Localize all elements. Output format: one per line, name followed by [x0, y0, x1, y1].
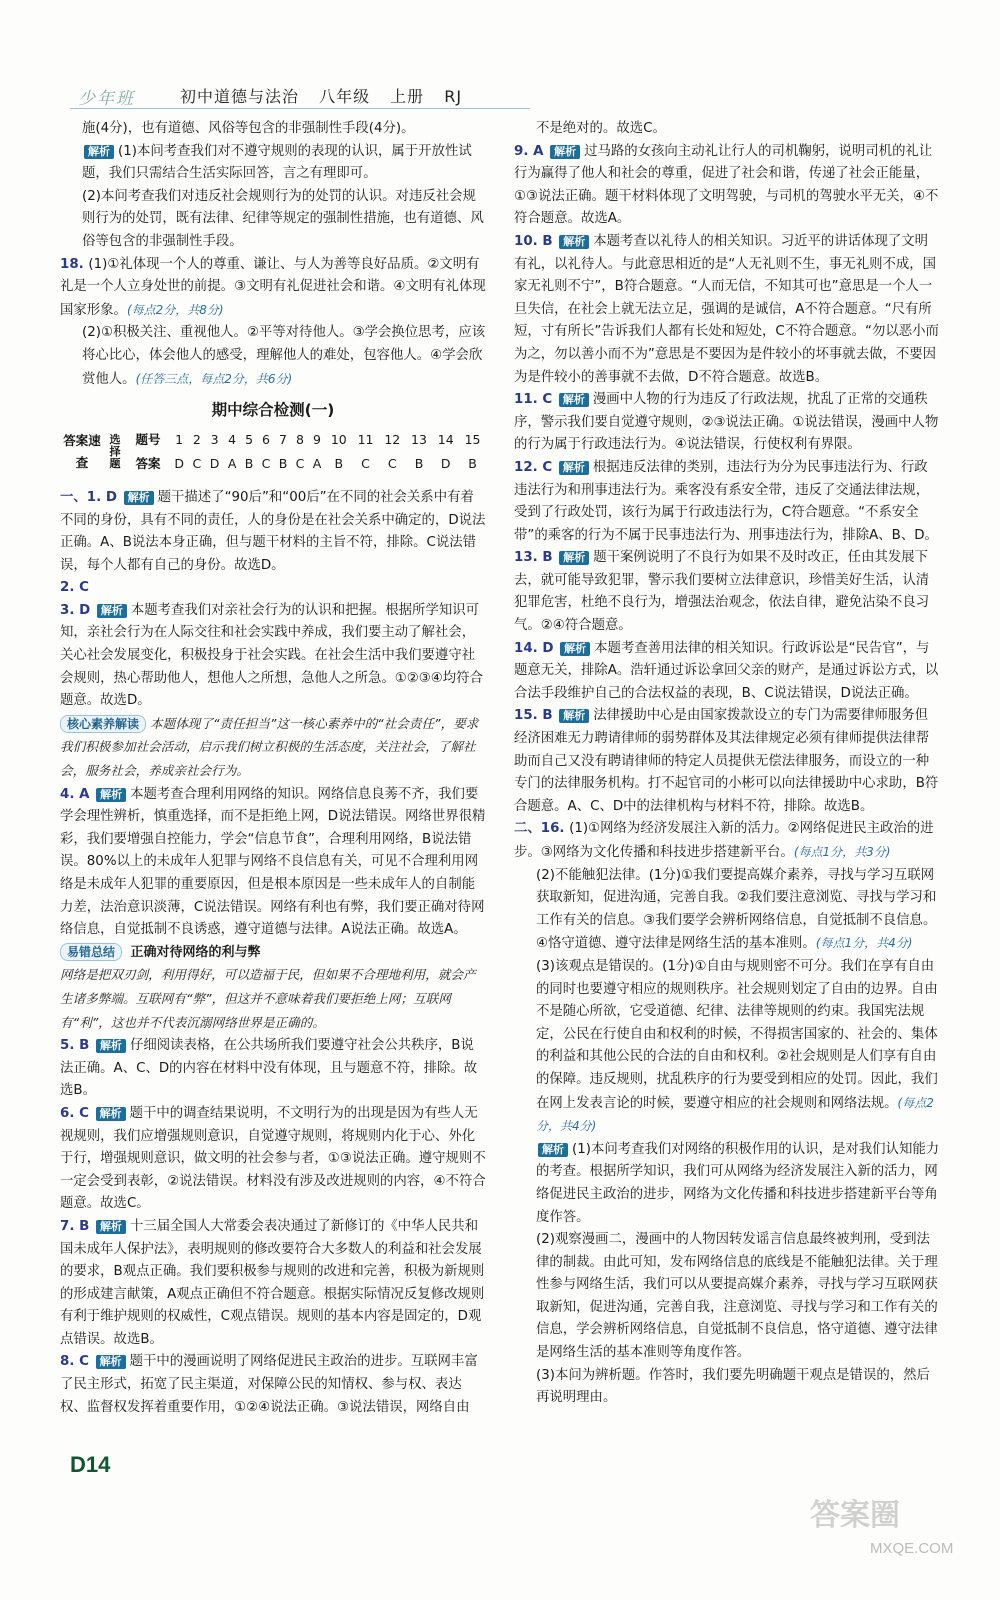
answer-table-number: 1: [175, 431, 184, 447]
paragraph: [514, 865, 940, 956]
answer-table-answer: C: [387, 456, 397, 472]
analysis-tag: 解析: [559, 235, 589, 249]
paragraph-text: (3)本问为辨析题。作答时，我们要先明确题干观点是错误的，然后再说明理由。: [536, 1367, 930, 1406]
paragraph: [60, 118, 486, 141]
answer-table-number: 8: [296, 431, 304, 447]
paragraph: [514, 118, 940, 141]
paragraph-text: 仔细阅读表格，在公共场所我们要遵守社会公共秩序，B说法正确。A、C、D的内容在材料中没有体现，且与题意不符，排除。故选B。: [60, 1038, 478, 1099]
analysis-tag: 解析: [559, 709, 589, 723]
tip-box-label: 易错总结: [60, 943, 122, 961]
answer-table-number: 11: [357, 431, 374, 447]
paragraph-text: 题干中的调查结果说明，不文明行为的出现是因为有些人无视规则，我们应增强规则意识，自觉遵守规则，将规则内化于心、外化于行，增强规则意识，做文明的社会参与者，①③说法正确。遵守规则不一定会受到表彰，②说法错误。材料没有涉及改进规则的内容，④不符合题意。故选C。: [60, 1105, 486, 1212]
row2-label: 答案: [135, 456, 161, 472]
score-note: (每点1分，共4分): [815, 936, 913, 951]
paragraph: [60, 322, 486, 391]
question-number: 11. C: [514, 392, 557, 408]
analysis-tag: 解析: [96, 788, 126, 802]
watermark-logo: 答案圈: [810, 1499, 900, 1532]
exam-title: 期中综合检测(一): [211, 401, 335, 420]
paragraph-text: 本题考查以礼待人的相关知识。习近平的讲话体现了文明有礼，以礼待人。与此意思相近的是“人无礼则不生，事无礼则不成，国家无礼则不宁”，B符合题意。“人而无信，不知其可也”意思是一个人一旦失信，在社会上就无法立足，强调的是诚信，A不符合题意。“尺有所短，寸有所长”告诉我们人都有长处和短处，C不符合题意。“勿以恶小而为之，勿以善小而不为”意思是不要因为是件较小的坏事就去做，不要因为是件较小的善事就不去做，D不符合题意。故选B。: [514, 233, 939, 385]
answer-table-number: 12: [384, 431, 401, 447]
answer-table-number: 7: [279, 431, 287, 447]
paragraph: [60, 577, 486, 600]
analysis-tag: 解析: [96, 1107, 126, 1121]
question-number: 5. B: [60, 1038, 94, 1054]
left-bottom-block: [60, 487, 486, 1419]
paragraph: [514, 1139, 940, 1229]
paragraph: [514, 1229, 940, 1365]
answer-table-answer: C: [261, 456, 271, 472]
paragraph-text: 根据违反法律的类别，违法行为分为民事违法行为、行政违法行为和刑事违法行为。乘客没有系安全带，违反了交通法律法规，受到了行政处罚，该行为属于行政违法行为，C符合题意。“不系安全带”的乘客的行为不属于民事违法行为、刑事违法行为，排除A、B、D。: [514, 459, 938, 543]
question-number: 7. B: [60, 1218, 94, 1234]
analysis-tag: 解析: [559, 551, 589, 565]
answer-table-number: 9: [313, 431, 321, 447]
answer-table-answer: B: [244, 456, 254, 472]
analysis-tag: 解析: [96, 1355, 126, 1369]
answer-table-answer: A: [312, 456, 322, 472]
answer-table-answer: D: [174, 456, 184, 472]
paragraph: [60, 600, 486, 713]
paragraph: [60, 1216, 486, 1352]
analysis-tag: 解析: [560, 642, 590, 656]
paragraph-text: 本题考查我们对亲社会行为的认识和把握。根据所学知识可知，亲社会行为在人际交往和社会实践中养成，我们要主动了解社会，关心社会发展变化，积极投身于社会实践。在社会生活中我们要遵守社会规则，热心帮助他人，想他人之所想，急他人之所急。①②③④均符合题意。故选D。: [60, 602, 483, 709]
paragraph-text: 题干中的漫画说明了网络促进民主政治的进步。互联网丰富了民主形式，拓宽了民主渠道，对保障公民的知情权、参与权、表达权、监督权发挥着重要作用，①②④说法正确。③说法错误，网络自由: [60, 1354, 478, 1415]
paragraph-text: 本题考查善用法律的相关知识。行政诉讼是“民告官”，与题意无关，排除A。浩轩通过诉讼拿回父亲的财产，是通过诉讼方式，以合法手段维护自己的合法权益的表现，B、C说法错误，D说法正确。: [514, 640, 939, 701]
paragraph: [514, 638, 940, 706]
paragraph-text: (2)不能触犯法律。(1分)①我们要提高媒介素养，寻找与学习互联网获取新知，促进沟通，完善自我。②我们要注意浏览、寻找与学习和工作有关的信息。③我们要学会辨析网络信息，自觉抵制不良信息。④恪守道德、遵守法律是网络生活的基本准则。: [536, 867, 937, 952]
header-rule: [70, 108, 530, 109]
paragraph-text: (1)本问考查我们对网络的积极作用的认识，是对我们认知能力的考查。根据所学知识，我们可从网络为经济发展注入新的活力，网络促进民主政治的进步，网络为文化传播和科技进步搭建新平台等角度作答。: [536, 1141, 940, 1225]
answer-table-answer: B: [468, 456, 477, 472]
score-note: (每点1分，共3分): [793, 845, 891, 859]
paragraph: [514, 1365, 940, 1410]
tip-title: 正确对待网络的利与弊: [126, 944, 261, 960]
paragraph-text: (1)①网络为经济发展注入新的活力。②网络促进民主政治的进步。③网络为文化传播和科技进步搭建新平台。: [514, 821, 934, 860]
question-number: 二、16.: [514, 821, 570, 837]
analysis-tag: 解析: [124, 491, 154, 505]
question-number: 9. A: [514, 143, 549, 159]
paragraph: [514, 389, 940, 457]
answer-table-answer: C: [361, 456, 370, 472]
answer-table-number: 5: [245, 431, 254, 447]
question-number: 6. C: [60, 1105, 94, 1121]
paragraph: [60, 186, 486, 254]
answer-table-number: 15: [464, 431, 481, 447]
page-number-text: D14: [70, 1452, 111, 1477]
paragraph-text: (1)本问考查我们对不遵守规则的表现的认识，属于开放性试题，我们只需结合生活实际回答，言之有理即可。: [82, 143, 472, 182]
answer-table-number: 2: [192, 431, 201, 447]
answer-table-answer: B: [278, 456, 288, 472]
answer-table-answer: C: [295, 456, 305, 472]
watermark-url: MXQE.COM: [870, 1540, 954, 1557]
paragraph: [60, 1035, 486, 1103]
paragraph-text: 题干案例说明了不良行为如果不及时改正，任由其发展下去，就可能导致犯罪，警示我们要树立法律意识，珍惜美好生活，认清犯罪危害，杜绝不良行为，增强法治观念，依法自律，避免沾染不良习气。②④符合题意。: [514, 550, 930, 634]
analysis-tag: 解析: [96, 1039, 126, 1053]
paragraph-text: (2)观察漫画二，漫画中的人物因转发谣言信息最终被判刑，受到法律的制裁。由此可知，发布网络信息的底线是不能触犯法律。关于理性参与网络生活，我们可以从要提高媒介素养，寻找与学习互联网获取新知，促进沟通，完善自我，注意浏览、寻找与学习和工作有关的信息，学会辨析网络信息，自觉抵制不良信息，恪守道德、遵守法律是网络生活的基本准则等角度作答。: [536, 1232, 938, 1361]
paragraph: [514, 547, 940, 637]
paragraph-text: 不是绝对的。故选C。: [536, 121, 666, 136]
left-top-block: [60, 118, 486, 391]
paragraph: [514, 705, 940, 818]
paragraph: [60, 784, 486, 942]
paragraph: [60, 1103, 486, 1216]
page-number: [70, 1452, 110, 1478]
answer-table-number: 4: [228, 431, 237, 447]
paragraph-text: 本题考查合理利用网络的知识。网络信息良莠不齐，我们要学会理性辨析，慎重选择，而不是拒绝上网，D说法错误。网络世界很精彩，我们要增强自控能力，学会“信息节食”，合理利用网络，B说法错误。80%以上的未成年人犯罪与网络不良信息有关，可见不合理利用网络是未成年人犯罪的重要原因，但是根本原因是一些未成年人的自制能力差，法治意识淡薄，C说法错误。网络有利也有弊，我们要正确对待网络信息，自觉抵制不良诱惑，遵守道德与法律。A说法正确。故选A。: [60, 786, 486, 938]
left-column: [60, 118, 486, 1419]
paragraph-text: (2)①积极关注、重视他人。②平等对待他人。③学会换位思考，应该将心比心，体会他人的感受，理解他人的难处，包容他人。④学会欣赏他人。: [82, 325, 486, 387]
analysis-tag: 解析: [559, 461, 589, 475]
question-number: 8. C: [60, 1354, 94, 1370]
paragraph: [514, 141, 940, 231]
right-column: [514, 118, 940, 1410]
score-note: (每点2分，共4分): [536, 1095, 934, 1134]
paragraph: [60, 1351, 486, 1419]
question-number: 3. D: [60, 602, 95, 618]
answer-table-number: 3: [210, 431, 219, 447]
paragraph-text: (2)本问考查我们对违反社会规则行为的处罚的认识。对违反社会规则行为的处罚，既有法律、纪律等规定的强制性措施，也有道德、风俗等包含的非强制性手段。: [82, 188, 484, 249]
answer-table-answer: A: [227, 456, 237, 472]
paragraph: [60, 254, 486, 323]
score-note: (任答三点，每点2分，共6分): [135, 371, 293, 386]
page-header: [70, 82, 970, 112]
question-number: 18.: [60, 256, 89, 272]
paragraph: [60, 141, 486, 186]
question-number: 2. C: [60, 580, 89, 596]
paragraph-text: 漫画中人物的行为违反了行政法规，扰乱了正常的交通秩序，警示我们要自觉遵守规则，②③说法正确。①说法错误，漫画中人物的行为属于行政违法行为。④说法错误，行使权利有界限。: [514, 392, 939, 453]
analysis-tag: 解析: [97, 604, 127, 618]
tip-text: 网络是把双刃剑，利用得好，可以造福于民，但如果不合理地利用，就会产生诸多弊端。互联网有“弊”，但这并不意味着我们要拒绝上网；互联网有“利”，这也并不代表沉溺网络世界是正确的。: [60, 967, 476, 1030]
paragraph-text: 题干描述了“90后”和“00后”在不同的社会关系中有着不同的身份，具有不同的责任，人的身份是在社会关系中确定的，D说法正确。A、B说法本身正确，但与题干材料的主旨不符，排除。C说法错误，每个人都有自己的身份。故选D。: [60, 489, 486, 573]
row1-label: 题号: [135, 431, 161, 447]
paragraph: [514, 818, 940, 864]
paragraph-text: (1)①礼体现一个人的尊重、谦让、与人为善等良好品质。②文明有礼是一个人立身处世的前提。③文明有礼促进社会和谐。④文明有礼体现国家形象。: [60, 256, 486, 318]
paragraph-text: 十三届全国人大常委会表决通过了新修订的《中华人民共和国未成年人保护法》，表明规则的修改要符合大多数人的利益和社会发展的要求，B观点正确。我们要积极参与规则的改进和完善，积极为新规则的形成建言献策，A观点正确但不符合题意。根据实际情况反复修改规则有利于维护规则的权威性，C观点错误。规则的基本内容是固定的，D观点错误。故选B。: [60, 1218, 485, 1347]
paragraph: [514, 231, 940, 389]
analysis-tag: 解析: [559, 393, 589, 407]
paragraph: [60, 942, 486, 1035]
answer-table-sublabel: 选择题: [109, 433, 121, 471]
question-number: 15. B: [514, 708, 558, 724]
score-note: (每点2分，共8分): [126, 302, 224, 317]
answer-table-answer: C: [192, 456, 202, 472]
paragraph-text: 施(4分)，也有道德、风俗等包含的非强制性手段(4分)。: [82, 121, 415, 136]
answer-table-answer: B: [334, 456, 344, 472]
paragraph: [514, 457, 940, 547]
answer-table-answer: D: [209, 456, 220, 472]
paragraph: [60, 487, 486, 577]
paragraph: [514, 956, 940, 1139]
paragraph-text: 过马路的女孩向主动礼让行人的司机鞠躬，说明司机的礼让行为赢得了他人和社会的尊重，促进了社会和谐，传递了社会正能量，①③说法正确。题干材料体现了文明驾驶，与司机的驾驶水平无关，④不符合题意。故选A。: [514, 143, 939, 227]
question-number: 14. D: [514, 640, 559, 656]
answer-table-row-numbers: [60, 428, 486, 453]
question-number: 10. B: [514, 233, 558, 249]
answer-table-number: 13: [411, 431, 427, 447]
brand-logo: 少年班: [78, 89, 135, 109]
answer-table-number: 10: [330, 431, 347, 447]
tip-box-label: 核心素养解读: [60, 715, 146, 733]
answer-table-number: 14: [437, 431, 454, 447]
question-number: 4. A: [60, 786, 95, 802]
question-number: 一、1. D: [60, 489, 122, 505]
book-meta: 初中道德与法治 八年级 上册 RJ: [180, 87, 463, 106]
analysis-tag: 解析: [538, 1143, 568, 1157]
question-number: 13. B: [514, 550, 558, 566]
paragraph: [60, 713, 486, 784]
answer-table-number: 6: [262, 431, 270, 447]
analysis-tag: 解析: [96, 1220, 126, 1234]
tip-text: 本题体现了“责任担当”这一核心素养中的“社会责任”，要求我们积极参加社会活动，启示我们树立积极的生活态度，关注社会，了解社会，服务社会，养成亲社会行为。: [60, 715, 479, 779]
answer-table: [60, 428, 486, 477]
question-number: 12. C: [514, 459, 557, 475]
right-block: [514, 118, 940, 1410]
answer-table-answer: B: [414, 456, 424, 472]
paragraph-text: (3)该观点是错误的。(1分)①自由与规则密不可分。我们在享有自由的同时也要遵守相应的规则秩序。社会规则划定了自由的边界。自由不是随心所欲，它受道德、纪律、法律等规则的约束。我国宪法规定，公民在行使自由和权利的时候，不得损害国家的、社会的、集体的利益和其他公民的合法的自由和权利。②社会规则是人们享有自由的保障。违反规则，扰乱秩序的行为要受到相应的处罚。因此，我们在网上发表言论的时候，要遵守相应的社会规则和网络法规。: [536, 958, 938, 1111]
answer-table-label: 答案速查: [63, 432, 101, 471]
analysis-tag: 解析: [84, 145, 114, 159]
paragraph-text: 法律援助中心是由国家拨款设立的专门为需要律师服务但经济困难无力聘请律师的弱势群体及其法律规定必须有律师提供法律帮助而自己又没有聘请律师的特定人员提供无偿法律服务，而设立的一种专门的法律服务机构。打不起官司的小彬可以向法律援助中心求助，B符合题意。A、C、D中的法律机构与材料不符，排除。故选B。: [514, 708, 939, 814]
answer-table-answer: D: [440, 456, 451, 472]
analysis-tag: 解析: [550, 145, 580, 159]
